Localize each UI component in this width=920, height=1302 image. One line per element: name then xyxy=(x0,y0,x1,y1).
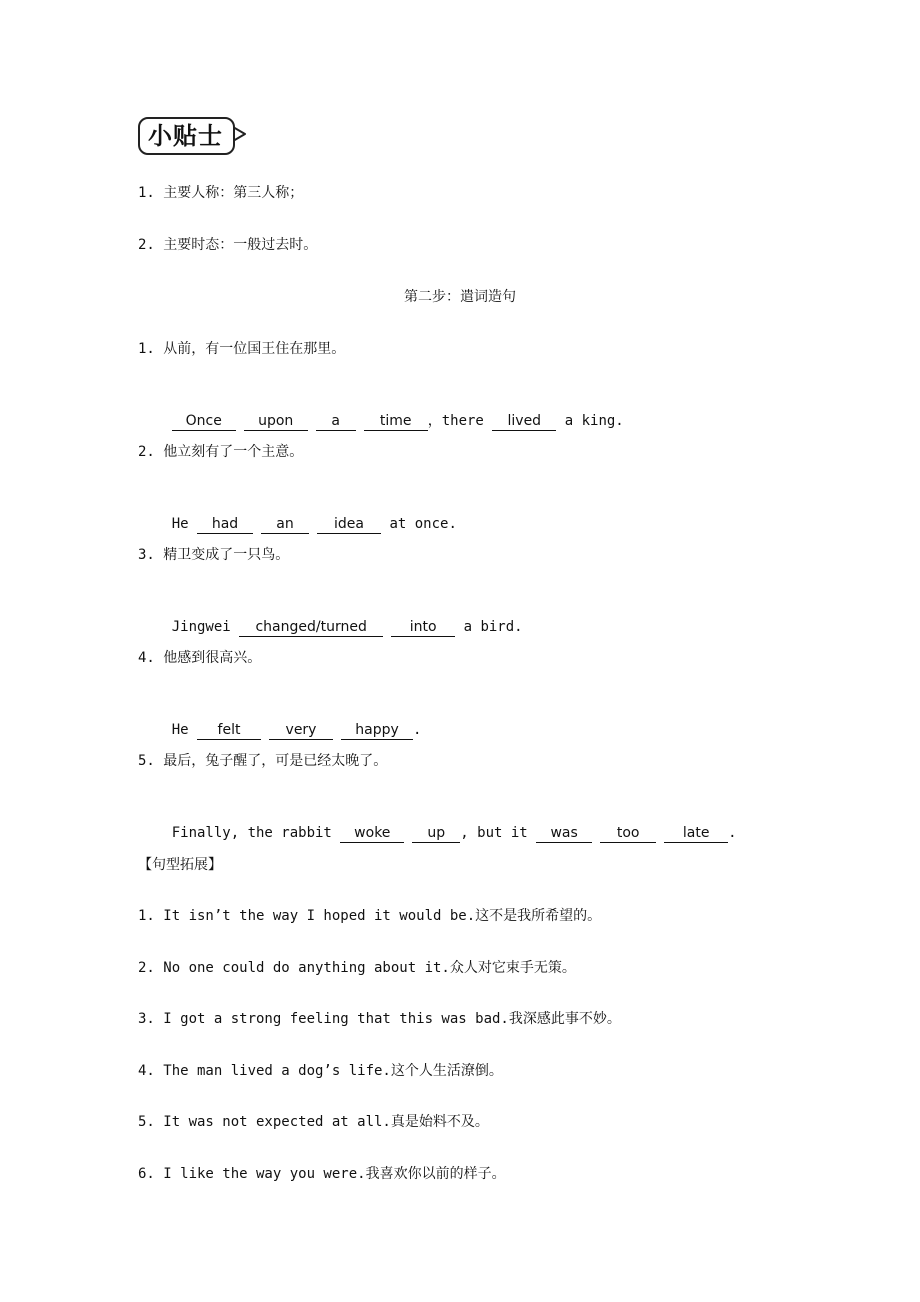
answer-blank: into xyxy=(391,619,455,637)
answer-blank: an xyxy=(261,516,309,534)
tip-badge xyxy=(138,117,249,155)
tip-item: 2. 主要时态：一般过去时。 xyxy=(138,237,318,253)
answer-blank: time xyxy=(364,413,428,431)
answer-blank: happy xyxy=(341,722,413,740)
answer-blank: idea xyxy=(317,516,381,534)
sentence-text: Finally, the rabbit xyxy=(171,825,341,841)
sentence-text: a bird. xyxy=(455,619,523,635)
expansion-item: 2. No one could do anything about it.众人对它束手无策。 xyxy=(138,960,576,976)
exercise-prompt: 3. 精卫变成了一只鸟。 xyxy=(138,547,290,563)
answer-blank: had xyxy=(197,516,253,534)
exercise-prompt: 1. 从前，有一位国王住在那里。 xyxy=(138,341,346,357)
expansion-item: 6. I like the way you were.我喜欢你以前的样子。 xyxy=(138,1166,506,1182)
sentence-text: at once. xyxy=(381,516,457,532)
speech-tail-icon xyxy=(233,121,249,151)
answer-blank: late xyxy=(664,825,728,843)
answer-blank: upon xyxy=(244,413,308,431)
expansion-item: 4. The man lived a dog’s life.这个人生活潦倒。 xyxy=(138,1063,503,1079)
exercise-prompt: 4. 他感到很高兴。 xyxy=(138,650,262,666)
step-title: 第二步：遣词造句 xyxy=(404,289,516,305)
section-title: 【句型拓展】 xyxy=(138,857,222,873)
answer-blank: too xyxy=(600,825,656,843)
answer-blank: a xyxy=(316,413,356,431)
tip-title: 小贴士 xyxy=(138,117,235,155)
sentence-text: a king. xyxy=(556,413,624,429)
exercise-answer-line xyxy=(138,803,737,863)
answer-blank: lived xyxy=(492,413,556,431)
answer-blank: Once xyxy=(172,413,236,431)
exercise-prompt: 5. 最后，兔子醒了，可是已经太晚了。 xyxy=(138,753,388,769)
sentence-text: , but it xyxy=(460,825,537,841)
answer-blank: felt xyxy=(197,722,261,740)
sentence-text: Jingwei xyxy=(171,619,240,635)
answer-blank: changed/turned xyxy=(239,619,383,637)
answer-blank: was xyxy=(536,825,592,843)
sentence-text: ，there xyxy=(427,413,493,429)
answer-blank: up xyxy=(412,825,460,843)
sentence-text: He xyxy=(171,722,198,738)
expansion-item: 1. It isn’t the way I hoped it would be.这不是我所希望的。 xyxy=(138,908,602,924)
sentence-text: . xyxy=(728,825,737,841)
answer-blank: very xyxy=(269,722,333,740)
expansion-item: 5. It was not expected at all.真是始料不及。 xyxy=(138,1114,489,1130)
expansion-item: 3. I got a strong feeling that this was bad.我深感此事不妙。 xyxy=(138,1011,621,1027)
exercise-prompt: 2. 他立刻有了一个主意。 xyxy=(138,444,304,460)
sentence-text: . xyxy=(413,722,422,738)
sentence-text: He xyxy=(171,516,198,532)
tip-item: 1. 主要人称：第三人称； xyxy=(138,185,304,201)
answer-blank: woke xyxy=(340,825,404,843)
